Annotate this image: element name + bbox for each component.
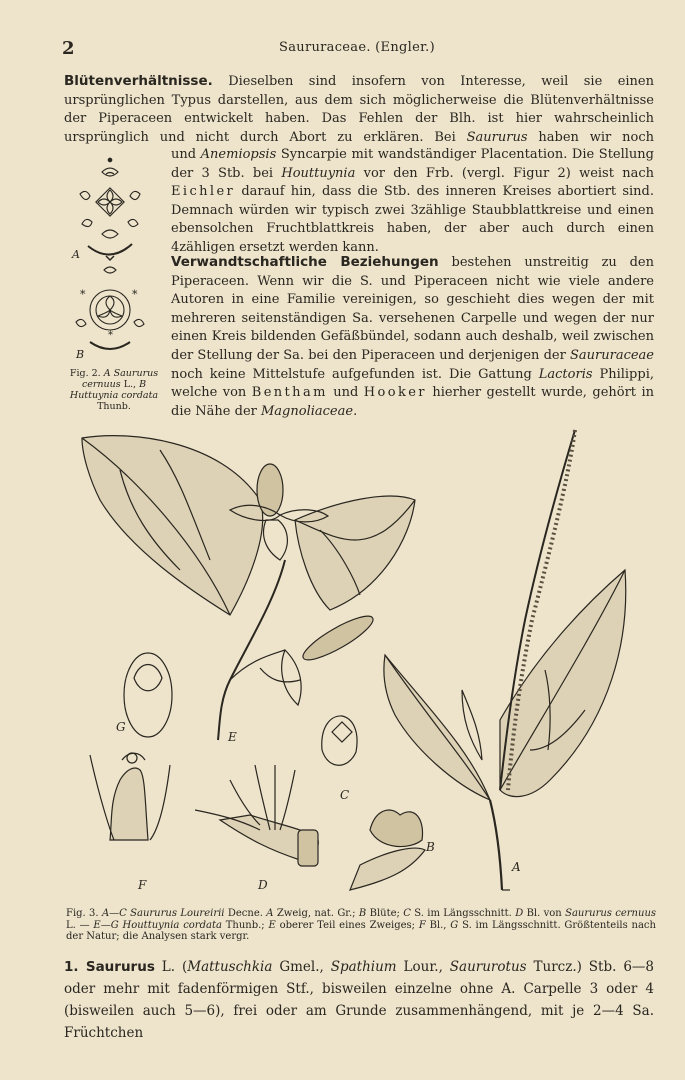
caption-text: D: [515, 908, 524, 919]
figure-3-label-c: C: [340, 788, 350, 802]
paragraph-text: noch keine Mittelstufe aufgefunden ist. Die Gattung: [171, 366, 539, 382]
author-name: Hooker: [363, 385, 427, 401]
paragraph-text: Gmel.,: [272, 959, 331, 975]
floral-diagram-illustration: [66, 152, 166, 362]
paragraph-text: Syncarpie mit wandständiger Placentation. Die Stellung der 3 Stb. bei: [171, 147, 654, 181]
paragraph-text: .: [353, 403, 358, 419]
taxon-name: Anemiopsis: [200, 147, 277, 162]
caption-text: B Huttuynia cordata: [69, 379, 159, 401]
caption-text: Decne.: [224, 908, 267, 919]
paragraph-verwandtschaft: [171, 253, 654, 421]
caption-text: Bl. von: [523, 908, 566, 919]
section-heading-bluetenverhaeltnisse: Blütenverhältnisse.: [64, 73, 213, 89]
paragraph-text: Philippi, welche von: [171, 366, 654, 401]
caption-text: L. —: [66, 919, 94, 931]
svg-text:*: *: [108, 330, 113, 341]
taxon-name: Mattuschkia: [187, 959, 273, 975]
figure-3-caption: [66, 908, 656, 943]
figure-3-label-e: E: [228, 730, 237, 744]
figure-3-label-b: B: [426, 840, 435, 854]
caption-text: Bl.,: [425, 919, 451, 931]
caption-text: F: [418, 919, 426, 931]
taxon-name: Saururaceae: [570, 347, 654, 363]
figure-3-label-a: A: [512, 860, 521, 874]
section-heading-verwandtschaft: Verwandtschaftliche Beziehungen: [171, 254, 439, 270]
caption-text: Fig. 3.: [66, 908, 102, 919]
running-title: Saururaceae. (Engler.): [279, 40, 435, 55]
caption-text: Thunb.: [97, 401, 131, 412]
caption-text: L.,: [120, 379, 140, 390]
caption-text: E—G Houttuynia cordata: [93, 919, 222, 931]
taxon-name: Saururus: [466, 129, 528, 145]
caption-text: S. im Längsschnitt.: [410, 908, 516, 919]
page-header: [62, 38, 652, 60]
paragraph-text: Lour.,: [396, 959, 450, 975]
taxon-name: Houttuynia: [281, 165, 356, 181]
caption-text: A: [266, 908, 274, 919]
figure-2-label-b: B: [76, 348, 85, 361]
caption-text: Fig. 2.: [69, 368, 104, 379]
caption-text: Blüte;: [366, 908, 404, 919]
page-number: 2: [62, 38, 75, 59]
paragraph-genus-saururus: [64, 956, 654, 1044]
caption-text: Saururus cernuus: [565, 908, 657, 919]
caption-text: B: [358, 908, 367, 919]
taxon-name: Spathium: [330, 959, 397, 975]
taxon-name: Magnoliaceae: [261, 403, 354, 419]
paragraph-text: hierher gestellt wurde, gehört in die Nähe der: [171, 385, 654, 419]
figure-3-label-d: D: [258, 878, 268, 892]
figure-3-botanical-illustration: [70, 420, 650, 910]
paragraph-text: Dieselben sind insofern von Interesse, weil sie einen ursprünglichen Typus darstellen, aus dem sich möglicherweise die Blütenverhältnisse der Piperaceen entwickelt haben. Das Fehlen der Blh. ist hier wahrscheinlich ursprünglich und nicht durch Abort zu erklären. Bei: [64, 74, 654, 145]
svg-text:*: *: [80, 288, 86, 301]
figure-3-label-f: F: [138, 878, 147, 892]
paragraph-text: und: [327, 385, 364, 401]
caption-text: oberer Teil eines Zweiges;: [275, 919, 419, 931]
paragraph-text: darauf hin, dass die Stb. des inneren Kreises abortiert sind. Demnach würden wir typisch zwei 3zählige Staubblattkreise und einen ebensolchen Fruchtblattkreis haben, der aber auch durch einen 4zähligen ersetzt werden kann.: [171, 184, 654, 255]
genus-heading: 1. Saururus: [64, 959, 155, 975]
figure-2-label-a: A: [72, 248, 80, 261]
caption-text: E: [268, 919, 276, 931]
caption-text: S. im Längsschnitt. Größtenteils nach der Natur; die Analysen stark vergr.: [66, 919, 656, 942]
paragraph-text: vor den Frb. (vergl. Figur 2) weist nach: [355, 165, 654, 181]
caption-text: C: [403, 908, 411, 919]
author-name: Eichler: [171, 184, 236, 200]
paragraph-text: und: [171, 147, 201, 162]
caption-text: A—C Saururus Loureirii: [101, 908, 225, 919]
paragraph-bluetenverhaeltnisse: [64, 72, 654, 146]
caption-text: A Saururus cernuus: [81, 368, 159, 390]
taxon-name: Saururotus: [449, 959, 527, 975]
svg-text:*: *: [132, 288, 138, 301]
paragraph-text: Turcz.) Stb. 6—8 oder mehr mit fadenförmigen Stf., bisweilen einzelne ohne A. Carpelle 3 oder 4 (bisweilen auch 5—6), frei oder am Grunde zusammenhängend, mit je 2—4 Sa. Früchtchen: [64, 959, 655, 1041]
author-name: Bentham: [251, 385, 328, 401]
paragraph-text: L. (: [154, 959, 188, 975]
paragraph-bluetenverhaeltnisse-continued: [171, 146, 654, 258]
caption-text: Thunb.;: [221, 919, 269, 931]
paragraph-text: bestehen unstreitig zu den Piperaceen. Wenn wir die S. und Piperaceen nicht wie viele andere Autoren in eine Familie vereinigen, so geschieht dies wegen der mit mehreren seitenständigen Sa. versehenen Carpelle und wegen der nur einen Kreis bildenden Gefäßbündel, sodann auch deshalb, weil zwischen der Stellung der Sa. bei den Piperaceen und derjenigen der: [171, 255, 655, 363]
figure-3-label-g: G: [116, 720, 126, 734]
figure-2-caption: [66, 368, 162, 412]
paragraph-text: haben wir noch: [538, 129, 654, 145]
caption-text: Zweig, nat. Gr.;: [273, 908, 359, 919]
caption-text: G: [450, 919, 459, 931]
taxon-name: Lactoris: [538, 366, 593, 382]
saururaceae-plant-drawing: [70, 420, 650, 910]
